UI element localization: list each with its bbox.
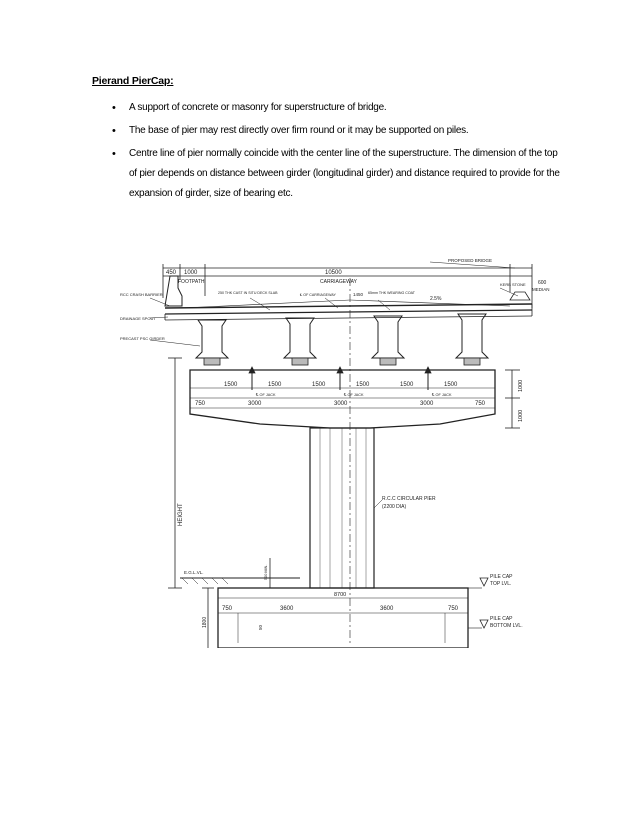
bullet-item: • The base of pier may rest directly over firm round or it may be supported on piles. (112, 121, 562, 141)
dim-8700: 8700 (334, 592, 347, 598)
label-cl-jack: ℄ OF JACK (432, 393, 452, 397)
dim-1500: 1500 (400, 382, 414, 388)
dim-750: 750 (195, 401, 206, 407)
label-cl-jack: ℄ OF JACK (344, 393, 364, 397)
dim-1500: 1500 (312, 382, 326, 388)
dim-1000-upper: 1000 (518, 379, 524, 392)
dim-750: 750 (475, 401, 486, 407)
label-carriageway: CARRIAGEWAY (320, 279, 357, 285)
dim-3600: 3600 (380, 606, 394, 612)
label-drainage-spout: DRAINAGE SPOUT (120, 316, 156, 321)
pier-elevation-drawing (120, 248, 560, 648)
label-rcc-crash-barrier: RCC CRASH BARRIER (120, 292, 163, 297)
label-precast-girder: PRECAST PSC GIRDER (120, 336, 165, 341)
section-heading: Pierand PierCap: (92, 75, 174, 87)
dim-1500: 1500 (224, 382, 238, 388)
dim-3000: 3000 (334, 401, 348, 407)
label-slope: 2.5% (430, 296, 442, 302)
dim-450: 450 (166, 270, 177, 276)
label-egl: E.G.L.VL. (184, 570, 204, 575)
label-proposed-bridge: PROPOSED BRIDGE (448, 258, 493, 263)
dim-3000: 3000 (248, 401, 262, 407)
dim-1000: 1000 (184, 270, 198, 276)
label-deck-slab: 250 THK CAST IN SITU DECK SLAB (218, 291, 278, 295)
dim-3000: 3000 (420, 401, 434, 407)
dim-1500: 1500 (268, 382, 282, 388)
bullet-item: • A support of concrete or masonry for superstructure of bridge. (112, 98, 562, 118)
label-cl-jack: ℄ OF JACK (256, 393, 276, 397)
dim-1800: 1800 (202, 616, 208, 628)
dim-10500: 10500 (325, 270, 342, 276)
label-wearing-coat: 65mm THK WEARING COAT (368, 291, 415, 295)
bullet-list (112, 98, 562, 207)
dim-750: 750 (222, 606, 233, 612)
label-pier: R.C.C CIRCULAR PIER (382, 496, 436, 502)
dim-1500: 1500 (444, 382, 458, 388)
label-cl-carriageway: ℄ OF CARRIAGEWAY (300, 293, 336, 297)
dim-750: 750 (448, 606, 459, 612)
dim-600: 600 (538, 280, 547, 286)
label-median: MEDIAN (532, 287, 550, 292)
label-pile-cap-bottom: PILE CAP (490, 616, 513, 622)
label-footpath: FOOTPATH (178, 279, 205, 285)
dim-1500: 1500 (356, 382, 370, 388)
label-pier-dia: (2200 DIA) (382, 504, 407, 510)
dim-500-min: 500 MIN. (264, 564, 268, 580)
dim-1450: 1450 (353, 292, 364, 297)
label-height: HEIGHT (178, 503, 184, 526)
dim-1000-lower: 1000 (518, 409, 524, 422)
label-pile-cap-top: PILE CAP (490, 574, 513, 580)
bullet-item: • Centre line of pier normally coincide with the center line of the superstructure. The dimension of the top of pier depends on distance between girder (longitudinal girder) and distance required to provide for the expansion of girder, size of bearing etc. (112, 144, 562, 204)
dim-3600: 3600 (280, 606, 294, 612)
label-pile-cap-bottom-lvl: BOTTOM LVL. (490, 623, 523, 629)
dim-50: 50 (258, 624, 263, 630)
label-kerb-stone: KERB STONE (500, 282, 526, 287)
label-pile-cap-top-lvl: TOP LVL. (490, 581, 512, 587)
